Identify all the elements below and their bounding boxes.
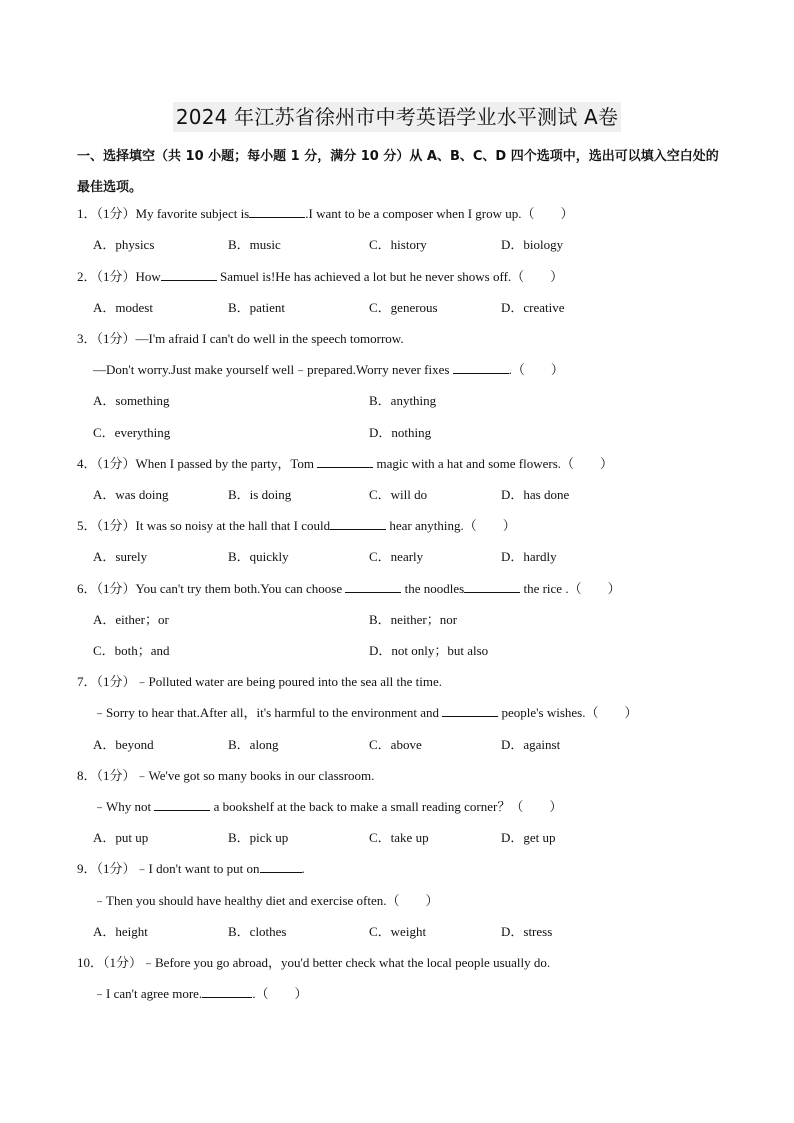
option-c: C．both；and	[93, 643, 170, 658]
option-a: A．was doing	[93, 487, 169, 502]
question-stem: people's wishes.（ ）	[498, 705, 638, 720]
option-d: D．hardly	[501, 549, 557, 564]
option-b: B．is doing	[228, 487, 292, 502]
question-stem: Samuel is!He has achieved a lot but he never shows off.（ ）	[216, 269, 564, 284]
option-c: C．above	[369, 737, 422, 752]
question-8	[77, 768, 374, 784]
question-number: 3．（1分）	[77, 331, 136, 346]
option-b: B．quickly	[228, 549, 289, 564]
question-stem: ﹣I don't want to put on	[135, 861, 260, 876]
question-3-line-2	[93, 362, 564, 378]
option-b: B．neither；nor	[369, 612, 458, 627]
option-d: D．has done	[501, 487, 570, 502]
question-stem: ﹣Why not	[93, 799, 155, 814]
question-3	[77, 331, 404, 347]
option-d: D．get up	[501, 830, 556, 845]
option-d: D．biology	[501, 237, 564, 252]
question-10-line-2	[93, 986, 307, 1002]
question-stem: You can't try them both.You can choose	[135, 581, 346, 596]
question-stem: My favorite subject is	[135, 206, 250, 221]
question-stem: ﹣Then you should have healthy diet and exercise often.（ ）	[93, 893, 439, 908]
option-a: A．either；or	[93, 612, 169, 627]
option-a: A．something	[93, 393, 170, 408]
option-a: A．surely	[93, 549, 148, 564]
question-stem: .（ ）	[508, 362, 564, 377]
answer-blank	[345, 581, 401, 593]
question-number: 10．（1分）	[77, 955, 143, 970]
option-b: B．clothes	[228, 924, 287, 939]
answer-blank	[464, 581, 520, 593]
question-number: 7．（1分）	[77, 674, 136, 689]
option-c: C．nearly	[369, 549, 424, 564]
question-7-line-2	[93, 705, 637, 721]
question-6	[77, 581, 621, 597]
option-a: A．modest	[93, 300, 153, 315]
question-number: 8．（1分）	[77, 768, 136, 783]
option-c: C．will do	[369, 487, 428, 502]
question-8-line-2	[93, 799, 562, 815]
question-1	[77, 206, 574, 222]
question-stem: ﹣Sorry to hear that.After all，it's harmful to the environment and	[93, 705, 443, 720]
question-9-line-2	[93, 893, 439, 909]
answer-blank	[330, 518, 386, 530]
answer-blank	[249, 206, 305, 218]
question-stem: .（ ）	[252, 986, 308, 1001]
question-number: 9．（1分）	[77, 861, 136, 876]
question-stem: magic with a hat and some flowers.（ ）	[373, 456, 614, 471]
answer-blank	[317, 456, 373, 468]
question-4	[77, 456, 613, 472]
question-5	[77, 518, 516, 534]
question-stem: a bookshelf at the back to make a small reading corner？（ ）	[210, 799, 563, 814]
question-stem: the noodles	[401, 581, 465, 596]
option-b: B．pick up	[228, 830, 289, 845]
answer-blank	[453, 362, 509, 374]
answer-blank	[154, 799, 210, 811]
question-number: 4．（1分）	[77, 456, 136, 471]
question-stem: .	[301, 861, 305, 876]
option-d: D．creative	[501, 300, 565, 315]
question-stem: hear anything.（ ）	[386, 518, 516, 533]
question-stem: .I want to be a composer when I grow up.（ ）	[305, 206, 574, 221]
answer-blank	[161, 269, 217, 281]
question-number: 2．（1分）	[77, 269, 136, 284]
option-a: A．height	[93, 924, 148, 939]
question-9	[77, 861, 305, 877]
option-a: A．put up	[93, 830, 149, 845]
question-7	[77, 674, 442, 690]
option-d: D．nothing	[369, 425, 432, 440]
question-stem: —I'm afraid I can't do well in the speech tomorrow.	[135, 331, 404, 346]
question-stem: ﹣I can't agree more.	[93, 986, 203, 1001]
option-d: D．not only；but also	[369, 643, 489, 658]
option-c: C．history	[369, 237, 427, 252]
option-b: B．anything	[369, 393, 437, 408]
option-b: B．along	[228, 737, 279, 752]
question-stem: ﹣We've got so many books in our classroom.	[135, 768, 375, 783]
question-stem: It was so noisy at the hall that I could	[135, 518, 331, 533]
question-stem: the rice .（ ）	[520, 581, 621, 596]
page-title: 2024 年江苏省徐州市中考英语学业水平测试 A卷	[173, 102, 621, 132]
question-stem: When I passed by the party，Tom	[135, 456, 318, 471]
answer-blank	[442, 705, 498, 717]
question-number: 6．（1分）	[77, 581, 136, 596]
answer-blank	[202, 986, 252, 998]
option-b: B．patient	[228, 300, 286, 315]
question-10	[77, 955, 550, 971]
question-stem: ﹣Polluted water are being poured into the sea all the time.	[135, 674, 443, 689]
question-stem: How	[135, 269, 161, 284]
option-a: A．beyond	[93, 737, 154, 752]
question-number: 1．（1分）	[77, 206, 136, 221]
option-d: D．against	[501, 737, 561, 752]
option-b: B．music	[228, 237, 281, 252]
title-wrap	[0, 102, 794, 132]
question-stem: ﹣Before you go abroad，you'd better check what the local people usually do.	[142, 955, 551, 970]
option-c: C．weight	[369, 924, 427, 939]
question-number: 5．（1分）	[77, 518, 136, 533]
option-c: C．take up	[369, 830, 429, 845]
option-c: C．generous	[369, 300, 438, 315]
option-a: A．physics	[93, 237, 155, 252]
answer-blank	[260, 861, 302, 873]
question-stem: —Don't worry.Just make yourself well﹣prepared.Worry never fixes	[93, 362, 453, 377]
option-d: D．stress	[501, 924, 553, 939]
question-2	[77, 269, 563, 285]
option-c: C．everything	[93, 425, 171, 440]
section-heading: 一、选择填空（共 10 小题；每小题 1 分，满分 10 分）从 A、B、C、D 四个选项中，选出可以填入空白处的最佳选项。	[77, 149, 719, 195]
